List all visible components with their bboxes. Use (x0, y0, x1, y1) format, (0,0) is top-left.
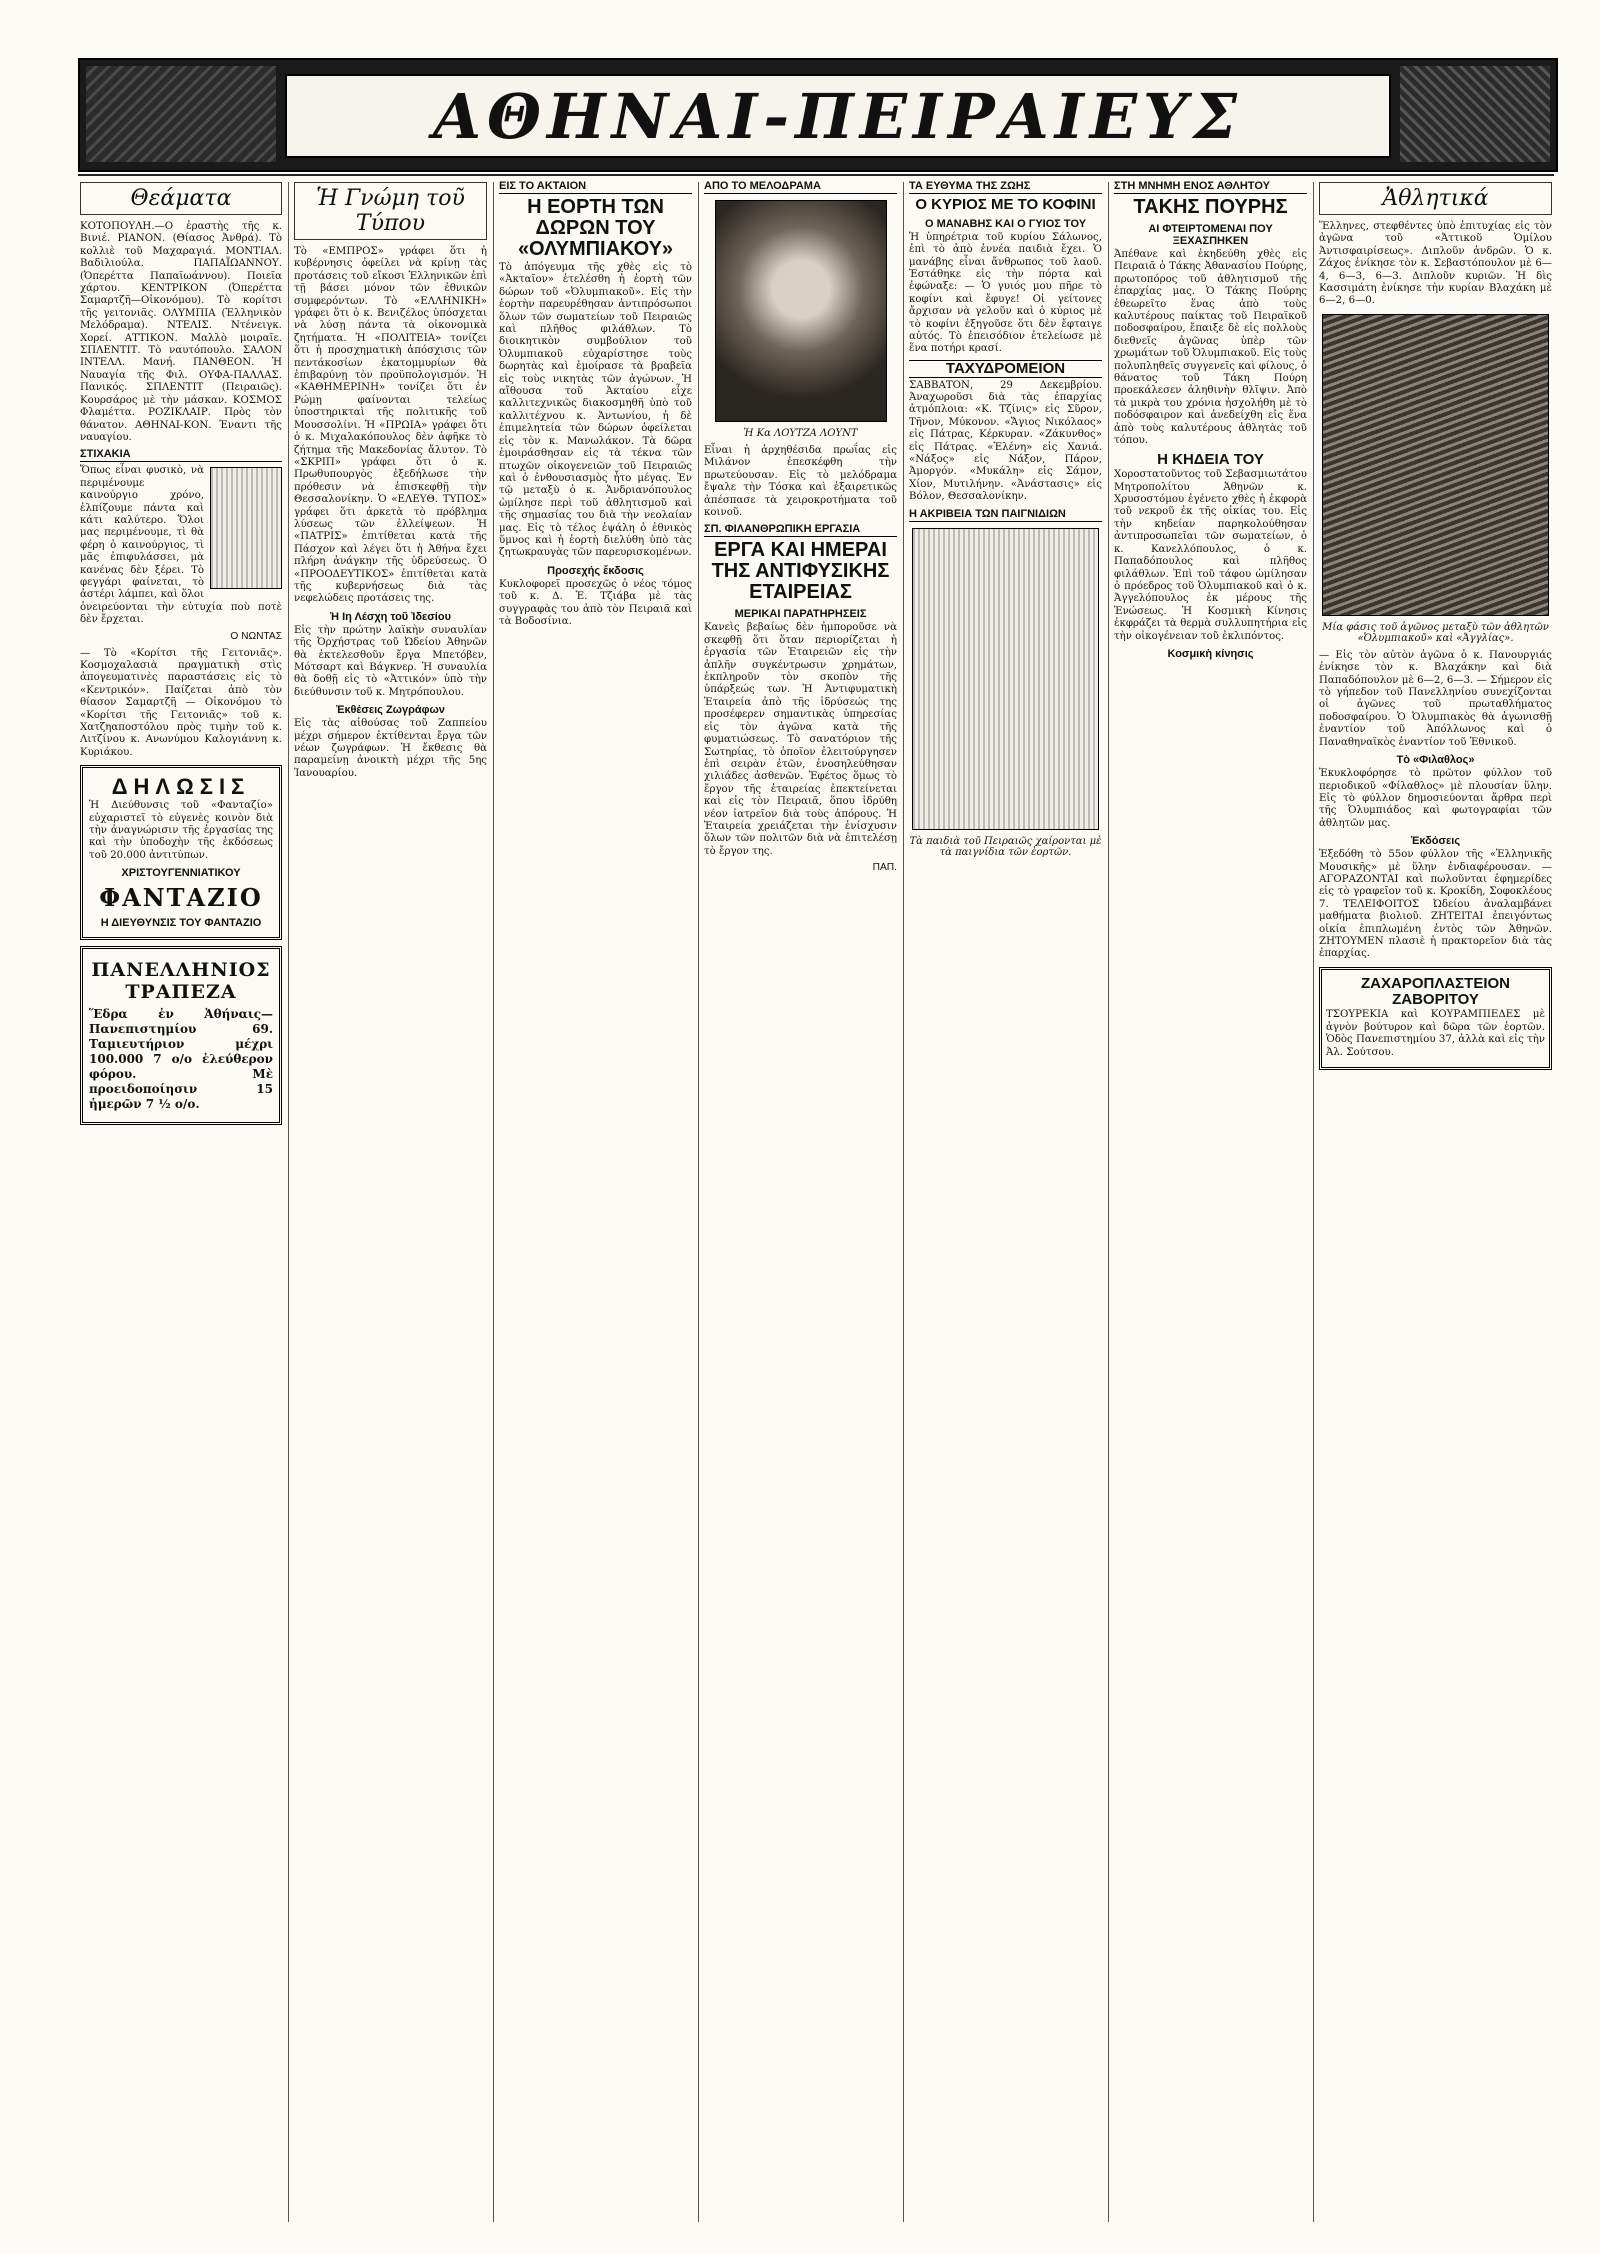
poem-kicker: ΣΤΙΧΑΚΙΑ (80, 448, 282, 462)
memoriam-text: Ἀπέθανε καὶ ἐκηδεύθη χθὲς εἰς Πειραιᾶ ὁ Τάκης Ἀθανασίου Πούρης, πρωτοπόρος τοῦ ἀθλητισμοῦ τῆς ἐπαρχίας μας. Ὁ Τάκης Πούρης ἐθεωρεῖτο ἕνας ἀπὸ τοὺς καλυτέρους παίκτας τοῦ Πειραϊκοῦ ποδοσφαίρου, ἔπαιξε δὲ εἰς πολλοὺς διεθνεῖς ἀγῶνας ὑπὲρ τῶν χρωμάτων τοῦ Ὀλυμπιακοῦ. Εἰς τοὺς πολυπληθεῖς συγγενεῖς καὶ φίλους, ὁ θάνατος τοῦ Τάκη Πούρη προεκάλεσεν ἀληθινὴν θλῖψιν. Ἀπὸ τὰ μικρὰ του χρόνια ἠσχολήθη μὲ τὸ ποδόσφαιρον καὶ ἀνεδείχθη εἰς ἕνα ἀπὸ τοὺς καλυτέρους ἀθλητὰς τοῦ τόπου. (1114, 249, 1307, 447)
memoriam-kicker: ΣΤΗ ΜΝΗΜΗ ΕΝΟΣ ΑΘΛΗΤΟΥ (1114, 180, 1307, 194)
publication-subhead: Προσεχής ἔκδοσις (547, 564, 644, 577)
post-office-text: ΣΑΒΒΑΤΟΝ, 29 Δεκεμβρίου. Ἀναχωροῦσι διὰ τὰς ἐπαρχίας ἀτμόπλοια: «Κ. Τζίνις» εἰς Σῦρον, Τῆνον, Μύκονον. «Ἄγιος Νικόλαος» εἰς Πάτρας, Κέρκυραν. «Ζάκυνθος» εἰς Πάτρας. «Ἑλένη» εἰς Χανιά. «Νάξος» εἰς Νάξον, Πάρον, Ἀμοργόν. «Μυκάλη» εἰς Σάμον, Χίον, Μυτιλήνην. «Ἀνάστασις» εἰς Βόλον, Θεσσαλονίκην. (909, 379, 1102, 503)
classifieds-text: Ἐξεδόθη τὸ 55ον φύλλον τῆς «Ἑλληνικῆς Μουσικῆς» μὲ ὕλην ἐνδιαφέρουσαν. — ΑΓΟΡΑΖΟΝΤΑΙ καὶ πωλοῦνται ἐφημερίδες εἰς τὸ γραφεῖον τοῦ κ. Κροκίδη, Σοφοκλέους 7. ΤΕΛΕΙΦΟΙΤΟΣ Ὠδείου ἀναλαμβάνει μαθήματα βιολιοῦ. ΖΗΤΕΙΤΑΙ ἐπειγόντως οἰκία ἐπιπλωμένη ἐντὸς τῶν Ἀθηνῶν. ΖΗΤΟΥΜΕΝ πλασιὲ ἡ πρακτορεῖον διὰ τὰς ἐπαρχίας. (1319, 849, 1552, 960)
charity-signature: ΠΑΠ. (872, 862, 897, 874)
charity-text: Κανεὶς βεβαίως δὲν ἠμποροῦσε νὰ σκεφθῇ ὅτι ὅταν περιορίζεται ἡ ἐργασία τῶν Ἑταιρειῶν εἰς τὴν ἀπλῆν συγκέντρωσιν χρημάτων, ἐκπληροῦν τὸν σκοπὸν τῆς ὑπάρξεώς των. Ἡ Ἀντιφυματικὴ Ἑταιρεία ἀπὸ τῆς ἱδρύσεώς της προσέφερεν σημαντικὰς ὑπηρεσίας εἰς τὸν ἀγῶνα κατὰ τῆς φυματιώσεως. Τὸ σανατόριον τῆς Σωτηρίας, τὸ ὁποῖον ἐλειτούργησεν ἐπὶ σειρὰν ἐτῶν, ἐνοσηλεύθησαν χιλιάδες ἀσθενῶν. Ἐφέτος ὅμως τὸ ἔργον τῆς ἑταιρείας ἐπεκτείνεται καὶ εἰς τὸν Πειραιᾶ, ὅπου ἱδρύθη νέον ἰατρεῖον διὰ τοὺς ἀπόρους. Ἡ Ἑταιρεία χρειάζεται τὴν ἐνίσχυσιν ὅλων τῶν πολιτῶν διὰ νὰ ἐπιτελέσῃ τὸ ἔργον της. (704, 622, 897, 857)
memoriam-subhead: ΑΙ ΦΤΕΙΡΤΟΜΕΝΑΙ ΠΟΥ ΞΕΧΑΣΠΗΚΕΝ (1148, 223, 1273, 247)
memoriam-headline: ΤΑΚΗΣ ΠΟΥΡΗΣ (1133, 196, 1288, 218)
section-heading-theatre: Θεάματα (80, 182, 282, 215)
column-divider (1108, 182, 1109, 2222)
cartoon-illustration (210, 467, 282, 589)
pastry-ad-text: ΤΣΟΥΡΕΚΙΑ καὶ ΚΟΥΡΑΜΠΙΕΔΕΣ μὲ ἀγνὸν βούτυρον καὶ δῶρα τῶν ἑορτῶν. Ὁδὸς Πανεπιστημίου 37, ἀλλὰ καὶ εἰς τὴν Ἀλ. Σούτσου. (1326, 1009, 1545, 1058)
melodrama-kicker: ΑΠΟ ΤΟ ΜΕΛΟΔΡΑΜΑ (704, 180, 897, 194)
column-divider (903, 182, 904, 2222)
toys-kicker: Η ΑΚΡΙΒΕΙΑ ΤΩΝ ΠΑΙΓΝΙΔΙΩΝ (909, 508, 1102, 522)
bank-ad-title: ΠΑΝΕΛΛΗΝΙΟΣ ΤΡΑΠΕΖΑ (91, 959, 271, 1004)
masthead-rule (78, 174, 1554, 176)
humor-kicker: ΤΑ ΕΥΘΥΜΑ ΤΗΣ ΖΩΗΣ (909, 180, 1102, 194)
theatre-listings: ΚΟΤΟΠΟΥΛΗ.—Ο ἐραστὴς τῆς κ. Βινιέ. ΡΙΑΝΟΝ. (Θίασος Ἀνθρά). Τὸ κολλιὲ τοῦ Μαχαραγιά. ΜΟΝΤΙΑΛ. Βαδιλιούλα. ΠΑΠΑΪΩΑΝΝΟΥ. (Ὀπερέττα Παπαϊωάννου). Ποιεῖα χάρτου. ΚΕΝΤΡΙΚΟΝ (Ὀπερέττα Σαμαρτζῆ—Οἰκονόμου). Τὸ κορίτσι τῆς γειτονιᾶς. ΟΛΥΜΠΙΑ (Ἑλληνικὸν Μελόδραμα). ΝΤΕΛΙΣ. Ντένειγκ. Χορεί. ΑΤΤΙΚΟΝ. Μαλλὸ μοιραῖε. ΣΠΛΕΝΤΙΤ. Τὸ ναυτόπουλο. ΣΑΛΟΝ ΙΝΤΕΛΛ. Μανή. ΠΑΝΘΕΟΝ. Ἡ Ναυαγία τῆς Φιλ. ΟΥΦΑ-ΠΑΛΛΑΣ. Πανικός. ΣΠΛΕΝΤΙΤ (Πειραιῶς). Κουρσάρος μὲ τὴν μάσκαν. ΚΟΣΜΟΣ Φλαμέττα. ΡΟΖΙΚΛΑΙΡ. Πρὸς τὸν θάνατον. ΑΘΗΝΑΙ-ΚΟΝ. Ἐναντι τῆς ναυαγίου. (80, 221, 282, 443)
exhibition-text: Εἰς τὰς αἰθούσας τοῦ Ζαππείου μέχρι σήμερον ἐκτίθενται ἔργα τῶν νέων ζωγράφων. Ἡ ἔκθεσις θὰ παραμείνῃ ἀνοικτὴ μέχρι τῆς 5ης Ἰανουαρίου. (294, 718, 487, 779)
pastry-ad (1319, 967, 1552, 1070)
olympiakos-kicker: ΕΙΣ ΤΟ ΑΚΤΑΙΟΝ (499, 180, 692, 194)
social-subhead: Κοσμικὴ κίνησις (1167, 647, 1254, 660)
sports-text: Ἕλληνες, στεφθέντες ὑπὸ ἐπιτυχίας εἰς τὸν ἀγῶνα τοῦ «Ἀττικοῦ Ὁμίλου Ἀντισφαιρίσεως». Διπλοῦν ἀνδρῶν. Ὁ κ. Ζάχος ἐνίκησε τὸν κ. Σεβαστόπουλον μὲ 6—4, 6—3, 6—3. Διπλοῦν κυριῶν. Ἡ δὶς Κασσιμάτη ἐνίκησε τὴν κυρίαν Βλαχάκη μὲ 6—2, 6—0. (1319, 221, 1552, 307)
football-caption: Μία φάσις τοῦ ἀγῶνος μεταξὺ τῶν ἀθλητῶν «Ὀλυμπιακοῦ» καὶ «Ἀγγλίας». (1322, 621, 1549, 644)
column-divider (493, 182, 494, 2222)
fantazio-ad-sign: Η ΔΙΕΥΘΥΝΣΙΣ ΤΟΥ ΦΑΝΤΑΖΙΟ (100, 917, 262, 930)
toys-caption: Τὰ παιδιὰ τοῦ Πειραιῶς χαίρονται μὲ τὰ παιγνίδια τῶν ἑορτῶν. (909, 835, 1102, 858)
singer-caption: Ἡ Κα ΛΟΥΤΖΑ ΛΟΥΝΤ (743, 428, 858, 439)
theatre-notice: — Τὸ «Κορίτσι τῆς Γειτονιᾶς». Κοσμοχαλασιὰ πραγματικὴ στὶς ἀπογευματινὲς παραστάσεις εἰς τὸ «Κεντρικόν». Παίζεται ἀπὸ τὸν θίασον Σαμαρτζῆ — Οἰκονόμου τὸ «Κορίτσι τῆς Γειτονιᾶς» τοῦ κ. Χατζηαποστόλου πρὸς τιμὴν τοῦ κ. Λιτζίνου κ. Ανωνύμου Καλογιάννη κ. Κυριάκου. (80, 647, 282, 758)
humor-headline: Ο ΚΥΡΙΟΣ ΜΕ ΤΟ ΚΟΦΙΝΙ (915, 196, 1096, 213)
charity-headline: ΕΡΓΑ ΚΑΙ ΗΜΕΡΑΙ ΤΗΣ ΑΝΤΙΦΥΣΙΚΗΣ ΕΤΑΙΡΕΙΑΣ (711, 539, 890, 604)
column-athlete-memoriam (1114, 180, 1307, 2220)
column-divider (698, 182, 699, 2222)
humor-text: Ἡ ὑπηρέτρια τοῦ κυρίου Σάλωνος, ἐπὶ τὸ ἀπὸ ἐννέα παιδιὰ ἔχει. Ὁ μανάβης εἶναι ἄνθρωπος τοῦ λαοῦ. Ἐστάθηκε εἰς τὴν πόρτα καὶ ἐφώναξε: — Ὁ γυιός μου πῆρε τὸ κοφίνι καὶ ἔφυγε! Οἱ γείτονες ἄρχισαν νὰ γελοῦν καὶ ὁ κύριος μὲ τὸ κοφίνι ἐξηγοῦσε ὅτι δὲν ἔφταιγε αὐτός. Τὸ ἐπεισόδιον ἐτελείωσε μὲ ἕνα ποτήρι κρασί. (909, 231, 1102, 355)
pastry-ad-title: ΖΑΧΑΡΟΠΛΑΣΤΕΙΟΝ ΖΑΒΟΡΙΤΟΥ (1360, 974, 1510, 1008)
fantazio-ad (80, 765, 282, 940)
funeral-text: Χοροστατοῦντος τοῦ Σεβασμιωτάτου Μητροπολίτου Ἀθηνῶν κ. Χρυσοστόμου ἐγένετο χθὲς ἡ ἐκφορὰ τοῦ νεκροῦ ἐκ τῆς οἰκίας του. Εἰς τὴν κηδείαν παρηκολούθησαν ἀντιπροσωπεῖαι τῶν σωματείων, ὁ κ. Κανελλόπουλος, ὁ κ. Παπαδόπουλος καὶ πλῆθος φιλάθλων. Ἐπὶ τοῦ τάφου ὡμίλησαν ὁ πρόεδρος τοῦ Ὀλυμπιακοῦ καὶ ὁ κ. Ἀγγελόπουλος ἐκ μέρους τῆς Ἑνώσεως. Ἡ Κοσμικὴ Κίνησις ἐκφράζει τὰ θερμὰ συλλυπητήρια εἰς τὴν οἰκογένειαν τοῦ ἐκλιπόντος. (1114, 469, 1307, 642)
column-divider (1313, 182, 1314, 2222)
poem-signature: Ο ΝΩΝΤΑΣ (230, 630, 282, 642)
singer-text: Εἶναι ἡ ἀρχηθέσιδα πρωΐας εἰς Μιλάνον ἐπεσκέφθη τὴν πρωτεύουσαν. Εἰς τὸ μελόδραμα ἔψαλε τὴν Τόσκα καὶ ἐξαιρετικῶς ἀπέσπασε τὰ χειροκροτήματα τοῦ κοινοῦ. (704, 445, 897, 519)
section-heading-press: Ἡ Γνώμη τοῦ Τύπου (294, 182, 487, 240)
fantazio-ad-brand: ΦΑΝΤΑΖΙΟ (99, 883, 263, 913)
toys-illustration (912, 528, 1099, 830)
poem-text: Ὅπως εἶναι φυσικὸ, νὰ περιμένουμε καινούργιο χρόνο, ἐλπίζουμε πάντα καὶ κάτι καλύτερο. Ὅλοι μας περιμένουμε, τὶ θὰ φέρη ὁ καινούργιος, τὶ μᾶς ἐπιφυλάσσει, μὰ κανένας δὲν ξέρει. Τὸ φεγγάρι φαίνεται, τὸ ἀστέρι λάμπει, καὶ ὅλοι ὀνειρεύονται τὴν εὐτυχία ποὺ ποτὲ δὲν ἔρχεται. (80, 465, 282, 626)
fantazio-ad-title: ΔΗΛΩΣΙΣ (111, 774, 251, 800)
column-theatre (80, 180, 282, 2220)
fantazio-ad-text: Ἡ Διεύθυνσις τοῦ «Φανταζίο» εὐχαριστεῖ τὸ εὐγενὲς κοινὸν διὰ τὴν ἀναγνώρισιν τῆς ἐργασίας της καὶ τὴν ὑποδοχὴν τῆς ἐκδόσεως τοῦ 20.000 ἀντιτύπων. (89, 800, 273, 861)
publication-text: Κυκλοφορεῖ προσεχῶς ὁ νέος τόμος τοῦ κ. Δ. Ἐ. Τζιάβα μὲ τὰς συγγραφὰς του ἀπὸ τὸν Πειραιᾶ καὶ τὰ Βοδοσίνια. (499, 578, 692, 627)
concert-subhead: Ἡ Ιη Λέσχη τοῦ Ἰδεσίου (330, 610, 451, 623)
bank-ad-text: Ἕδρα ἐν Ἀθήναις—Πανεπιστημίου 69. Ταμιευτήριον μέχρι 100.000 7 ο/ο ἐλεύθερον φόρου. Μὲ προειδοποίησιν 15 ἡμερῶν 7 ½ ο/ο. (89, 1007, 273, 1112)
press-opinion-text: Τὸ «ΕΜΠΡΟΣ» γράφει ὅτι ἡ κυβέρνησις ὀφείλει νὰ κρίνῃ τὰς προτάσεις τοῦ εἴκοσι Ἑλληνικῶν ἐπὶ τῇ βάσει μόνον τῶν ἐθνικῶν συμφερόντων. Τὸ «ΕΛΛΗΝΙΚΗ» γράφει ὅτι ὁ κ. Βενιζέλος ὑπόσχεται νὰ λύσῃ πάντα τὰ οἰκονομικὰ ζητήματα. Ἡ «ΠΟΛΙΤΕΙΑ» τονίζει ὅτι ἡ προσχηματικὴ ἀπόσχισις τῶν πεντάκοσίων ἐκατομμυρίων θὰ ἐπιβαρύνῃ τὸν προϋπολογισμόν. Ἡ «ΚΑΘΗΜΕΡΙΝΗ» τονίζει ὅτι ἐν Ρώμῃ φαίνονται τελείως ὑποστηρικταὶ τῆς πολιτικῆς τοῦ Μουσσολίνι. Ἡ «ΠΡΩΙΑ» γράφει ὅτι ὁ κ. Μιχαλακόπουλος δὲν ἀφῆκε τὸ ζήτημα τῆς Μακεδονίας ἄλυτον. Τὸ «ΣΚΡΙΠ» γράφει ὅτι ὁ κ. Πρωθυπουργὸς ἐξεδήλωσε τὴν πρόθεσιν νὰ ἐπισκεφθῇ τὴν Θεσσαλονίκην. Ὁ «ΕΛΕΥΘ. ΤΥΠΟΣ» γράφει ὅτι ἀρκετὰ τὸ πρόβλημα λύσεως τῶν ἐλλείψεων. Ἡ «ΠΑΤΡΙΣ» ἐπιτίθεται κατὰ τῆς Πάσχον καὶ λέγει ὅτι ἡ Ἀθήνα ἔχει πλήρη ἀνάγκην τῆς ὑδρεύσεως. Ὁ «ΠΡΟΟΔΕΥΤΙΚΟΣ» ἐπιτίθεται κατὰ τῆς κυβερνήσεως διὰ τὰς νεφελώδεις προτάσεις της. (294, 246, 487, 605)
column-sports (1319, 180, 1552, 2220)
masthead-title: ΑΘΗΝΑΙ-ΠΕΙΡΑΙΕΥΣ (432, 80, 1244, 153)
column-life-humor (909, 180, 1102, 2220)
post-office-heading: ΤΑΧΥΔΡΟΜΕΙΟΝ (909, 360, 1102, 378)
publications-subhead: Ἐκδόσεις (1410, 835, 1461, 848)
section-heading-sports: Ἀθλητικά (1319, 182, 1552, 215)
exhibition-subhead: Ἐκθέσεις Ζωγράφων (336, 704, 445, 717)
humor-subhead: Ο ΜΑΝΑΒΗΣ ΚΑΙ Ο ΓΥΙΟΣ ΤΟΥ (924, 217, 1087, 230)
column-press-opinion (294, 180, 487, 2220)
masthead (78, 58, 1558, 172)
masthead-engraving-right (1400, 66, 1550, 162)
olympiakos-headline: Η ΕΟΡΤΗ ΤΩΝ ΔΩΡΩΝ ΤΟΥ «ΟΛΥΜΠΙΑΚΟΥ» (517, 196, 674, 260)
olympiakos-text: Τὸ ἀπόγευμα τῆς χθὲς εἰς τὸ «Ἀκταῖον» ἐτελέσθη ἡ ἑορτὴ τῶν δώρων τοῦ «Ὀλυμπιακοῦ». Εἰς τὴν ἑορτὴν παρευρέθησαν ἀντιπρόσωποι ὅλων τῶν σωματείων τοῦ Πειραιῶς καὶ πλῆθος φιλάθλων. Τὸ διοικητικὸν συμβούλιον τοῦ Ὀλυμπιακοῦ εὐχαρίστησε τοὺς δωρητὰς καὶ ἐμοίρασε τὰ βραβεῖα εἰς τοὺς νικητὰς τῶν ἀγώνων. Ἡ αἴθουσα τοῦ Ἀκταίου εἶχε καλλιτεχνικῶς διακοσμηθῆ ὑπὸ τοῦ καλλιτέχνου κ. Ἀντωνίου, ἡ δὲ ἐπιμελητεία τῶν δώρων ὀφείλεται εἰς τὸν κ. Μανωλάκον. Τὰ δῶρα ἐμοιράσθησαν εἰς τὰ τέκνα τῶν πτωχῶν οἰκογενειῶν τοῦ Πειραιῶς καὶ ὁ ἐνθουσιασμὸς ἦτο μέγας. Ἐν τῷ μεταξὺ ὁ κ. Ἀνδριανόπουλος ὡμίλησε περὶ τοῦ ἀθλητισμοῦ καὶ τῆς σημασίας του διὰ τὴν νεολαίαν μας. Εἰς τὸ τέλος ἐψάλη ὁ ἐθνικὸς ὕμνος καὶ ἡ ἑορτὴ διελύθη ὑπὸ τὰς ζητωκραυγὰς τῶν παρευρισκομένων. (499, 262, 692, 559)
charity-kicker: ΣΠ. ΦΙΛΑΝΘΡΩΠΙΚΗ ΕΡΓΑΣΙΑ (704, 523, 897, 537)
charity-byline: ΜΕΡΙΚΑΙ ΠΑΡΑΤΗΡΗΣΕΙΣ (734, 608, 867, 621)
column-divider (288, 182, 289, 2222)
column-melodrama (704, 180, 897, 2220)
sports-text-2: — Εἰς τὸν αὐτὸν ἀγῶνα ὁ κ. Πανουργιάς ἐνίκησε τὸν κ. Βλαχάκην καὶ διὰ Παπαδόπουλον μὲ 6—2, 6—3. — Σήμερον εἰς τὸ γήπεδον τοῦ Πανελληνίου συνεχίζονται οἱ ἀγῶνες τοῦ πρωταθλήματος ποδοσφαίρου. Ὁ Ὀλυμπιακὸς θὰ ἀγωνισθῇ ἐναντίον τοῦ Ἀπόλλωνος καὶ ὁ Παναθηναϊκὸς ἐναντίον τοῦ Ἐθνικοῦ. (1319, 649, 1552, 748)
fantazio-ad-sub: ΧΡΙΣΤΟΥΓΕΝΝΙΑΤΙΚΟΥ (121, 867, 241, 880)
concert-text: Εἰς τὴν πρώτην λαϊκὴν συναυλίαν τῆς Ὀρχήστρας τοῦ Ὠδείου Ἀθηνῶν θὰ ἐκτελεσθοῦν ἔργα Μπετόβεν, Μότσαρτ καὶ Βάγκνερ. Ἡ συναυλία θὰ δοθῇ εἰς τὸ «Ἀττικόν» ὑπὸ τὴν διεύθυνσιν τοῦ κ. Μητρόπουλου. (294, 624, 487, 698)
magazine-subhead: Τὸ «Φιλαθλος» (1396, 754, 1475, 767)
magazine-text: Ἐκυκλοφόρησε τὸ πρῶτον φύλλον τοῦ περιοδικοῦ «Φίλαθλος» μὲ πλουσίαν ὕλην. Εἰς τὸ φύλλον δημοσιεύονται ἄρθρα περὶ τῆς Ὀλυμπιάδος καὶ φωτογραφίαι τῶν ἀθλητῶν μας. (1319, 768, 1552, 829)
column-olympiakos (499, 180, 692, 2220)
masthead-engraving-left (86, 66, 276, 162)
football-photo (1322, 314, 1549, 616)
masthead-band (285, 74, 1391, 158)
funeral-headline: Η ΚΗΔΕΙΑ ΤΟΥ (1157, 450, 1264, 468)
singer-portrait (715, 200, 887, 422)
bank-ad (80, 946, 282, 1125)
